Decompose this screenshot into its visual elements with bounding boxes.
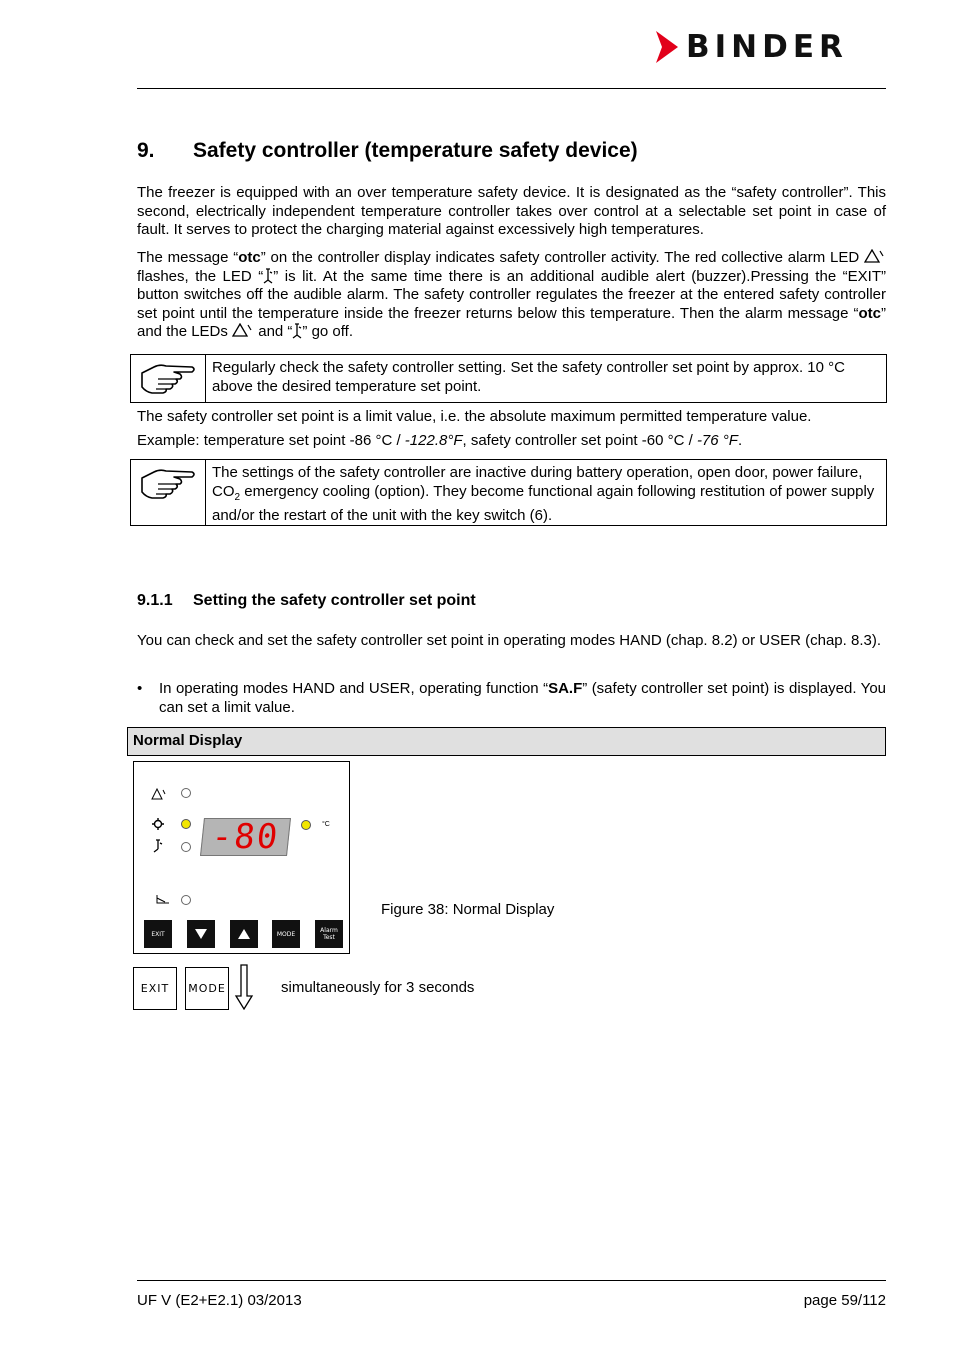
brand-name: BINDER	[686, 29, 848, 65]
otc-text: otc	[238, 249, 261, 266]
chapter-title: Safety controller (temperature safety device)	[193, 139, 638, 162]
alarm-test-button[interactable]	[315, 920, 343, 948]
down-button[interactable]	[187, 920, 215, 948]
exit-button[interactable]: EXIT	[144, 920, 172, 948]
chapter-number: 9.	[137, 139, 155, 162]
unit-led	[301, 820, 311, 830]
binder-logo-icon	[656, 31, 678, 63]
italic-text: -122.8°F	[404, 432, 463, 449]
section-title: Setting the safety controller set point	[193, 592, 476, 609]
alarm-paragraph	[137, 249, 886, 342]
alarm-triangle-icon	[151, 788, 167, 800]
text-span: The settings of the safety controller are inactive during battery operation, open door, power failure, CO	[212, 464, 863, 500]
text-span: In operating modes HAND and USER, operating function “	[159, 680, 549, 697]
note-icon-cell	[131, 355, 206, 402]
pointing-hand-icon	[140, 361, 196, 397]
text-span: ” go off.	[302, 323, 354, 340]
modes-paragraph: You can check and set the safety controller set point in operating modes HAND (chap. 8.2) or USER (chap. 8.3).	[137, 632, 882, 649]
section-heading	[137, 592, 476, 610]
example-paragraph	[137, 432, 886, 451]
arrow-up-icon	[237, 928, 251, 940]
note-box	[130, 459, 887, 526]
note-icon-cell	[131, 460, 206, 525]
temperature-display: -80	[200, 818, 291, 856]
section-number: 9.1.1	[137, 592, 173, 609]
arrow-down-icon	[234, 964, 254, 1010]
intro-paragraph: The freezer is equipped with an over temperature safety device. It is designated as the “safety controller”. This second, electrically independent temperature controller takes over control at a selectable set point in case of fault. It serves to protect the charging material against excessively high temperatures.	[137, 184, 886, 238]
subscript: 2	[234, 491, 241, 503]
note-text	[206, 460, 886, 525]
door-led	[181, 895, 191, 905]
safety-controller-led	[181, 842, 191, 852]
door-icon	[156, 894, 170, 904]
alarm-test-label-2: Test	[323, 934, 335, 941]
text-span: The message “	[137, 249, 239, 266]
figure-caption: Figure 38: Normal Display	[381, 901, 555, 918]
text-span: emergency cooling (option). They become functional again following restitution of power supply and/or the restart of the unit with the key switch (6).	[212, 482, 875, 524]
otc-text: otc	[858, 304, 881, 322]
limit-paragraph: The safety controller set point is a limit value, i.e. the absolute maximum permitted temperature value.	[137, 408, 812, 425]
bullet-item	[137, 680, 886, 717]
italic-text: -76 °F	[696, 432, 738, 449]
footer-divider	[137, 1280, 886, 1281]
header-divider	[137, 88, 886, 89]
text-span: and “	[254, 323, 293, 340]
up-button[interactable]	[230, 920, 258, 948]
footer-left: UF V (E2+E2.1) 03/2013	[137, 1292, 302, 1309]
footer-page-number: page 59/112	[803, 1292, 886, 1309]
text-span: ” and the LEDs	[137, 304, 886, 340]
alarm-triangle-icon	[232, 323, 254, 337]
normal-display-label: Normal Display	[133, 732, 243, 749]
mode-key[interactable]: MODE	[185, 967, 229, 1010]
exit-key[interactable]: EXIT	[133, 967, 177, 1010]
text-span: .	[737, 432, 743, 449]
arrow-down-icon	[194, 928, 208, 940]
alarm-test-label-1: Alarm	[320, 927, 338, 934]
text-span: ” on the controller display indicates safety controller activity. The red collective alarm LED	[260, 249, 864, 266]
text-span: , safety controller set point -60 °C /	[462, 432, 697, 449]
binder-logo	[656, 30, 888, 64]
saf-text: SA.F	[548, 680, 583, 697]
bullet-text	[159, 680, 886, 717]
bullet-dot: •	[137, 680, 143, 697]
normal-display-bar	[127, 727, 886, 756]
pointing-hand-icon	[140, 466, 196, 502]
text-span: Example: temperature set point -86 °C /	[137, 432, 405, 449]
simultaneously-text: simultaneously for 3 seconds	[281, 979, 475, 996]
note-box	[130, 354, 887, 403]
mode-button[interactable]: MODE	[272, 920, 300, 948]
compressor-led	[181, 819, 191, 829]
chapter-heading	[137, 139, 638, 163]
text-span: ” is lit. At the same time there is an additional audible alert (buzzer).Pressing the “EXIT” button switches off the audible alarm. The safety controller regulates the freezer at the entered safety controller set point until the temperature inside the freezer returns below this temperature. Then the alarm message “	[137, 267, 886, 322]
alarm-led	[181, 788, 191, 798]
safety-controller-icon	[292, 323, 302, 339]
text-span: flashes, the LED “	[137, 267, 264, 285]
note-text: Regularly check the safety controller setting. Set the safety controller set point by approx. 10 °C above the desired temperature set point.	[212, 359, 845, 395]
unit-label: °C	[322, 821, 330, 828]
compressor-icon	[152, 818, 164, 830]
alarm-triangle-icon	[864, 249, 886, 263]
controller-panel	[133, 761, 350, 954]
safety-controller-icon	[263, 268, 273, 284]
safety-controller-icon	[153, 839, 163, 853]
text-span: ” (safety controller set point) is displayed. You can set a limit value.	[159, 680, 886, 716]
